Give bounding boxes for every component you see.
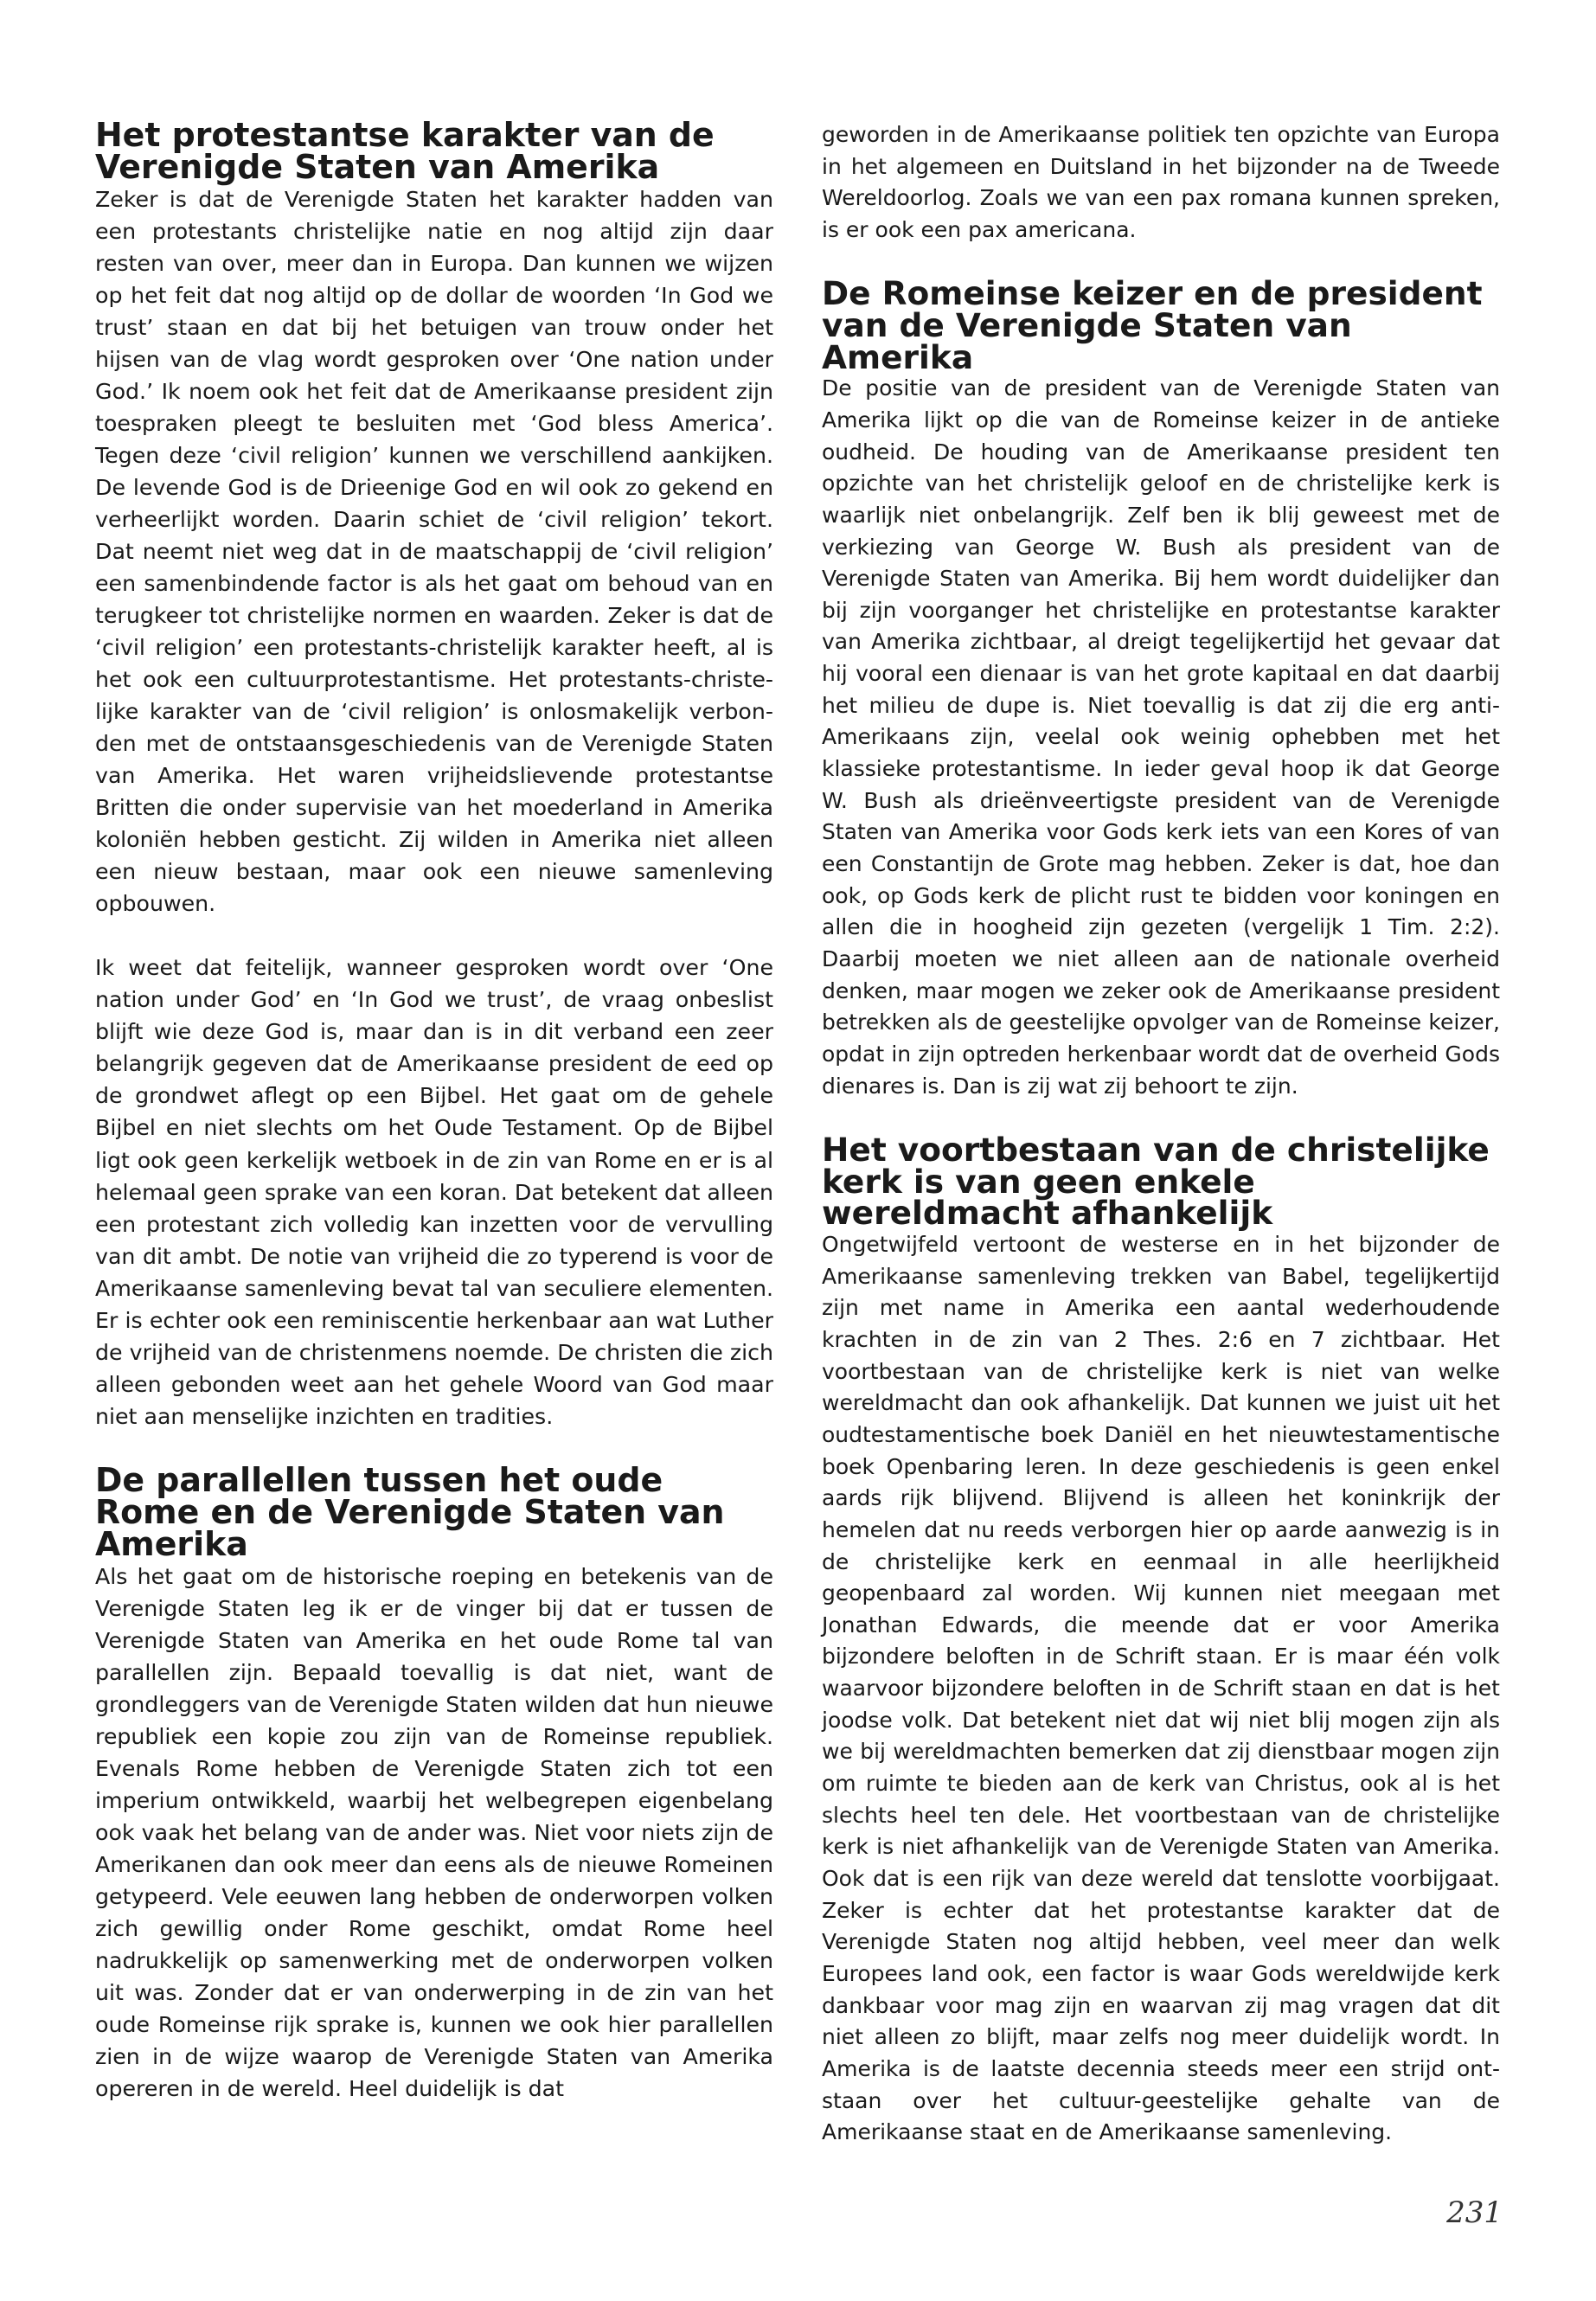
left-column <box>95 116 773 2105</box>
paragraph-president-position: De positie van de president van de Verenigde Staten van Amerika lijkt op die van de Romeinse keizer in de antieke oudheid. De houding van de Amerikaanse president ten opzichte van het christelijk geloof en de christelijke kerk is waarlijk niet onbelangrijk. Zelf ben ik blij geweest met de verkiezing van George W. Bush als president van de Verenigde Staten van Amerika. Bij hem wordt duidelijker dan bij zijn voorganger het christelijke en protestantse karakter van Amerika zichtbaar, al dreigt tegelijkertijd het gevaar dat hij vooral een dienaar is van het grote kapitaal en dat daarbij het milieu de dupe is. Niet toevallig is dat zij die erg anti-Amerikaans zijn, veelal ook weinig ophebben met het klassieke protestantisme. In ieder geval hoop ik dat George W. Bush als drieënveertigste president van de Verenigde Staten van Amerika voor Gods kerk iets van een Kores of van een Constantijn de Grote mag hebben. Zeker is dat, hoe dan ook, op Gods kerk de plicht rust te bidden voor koningen en allen die in hoogheid zijn gezeten (vergelijk 1 Tim. 2:2). Daarbij moeten we niet alleen aan de nationale overheid denken, maar mogen we zeker ook de Amerikaanse president betrekken als de geestelijke opvolger van de Romeinse keizer, opdat in zijn optreden herkenbaar wordt dat de overheid Gods dienares is. Dan is zij wat zij behoort te zijn. <box>822 375 1500 1099</box>
section-heading-emperor-president: De Romeinse keizer en de president van de Verenigde Staten van Amerika <box>822 274 1483 376</box>
paragraph-spacer <box>95 1433 773 1465</box>
section-heading-rome-parallels: De parallellen tussen het oude Rome en de Verenigde Staten van Amerika <box>95 1460 725 1563</box>
paragraph-spacer <box>822 247 1500 279</box>
section-heading-church-survival: Het voortbestaan van de christelijke kerk is van geen enkele wereldmacht afhankelijk <box>822 1130 1490 1233</box>
paragraph-rome-parallels: Als het gaat om de historische roeping en betekenis van de Verenigde Staten leg ik er de vinger bij dat er tussen de Verenigde Staten van Amerika en het oude Rome tal van parallellen zijn. Bepaald toevallig is dat niet, want de grondleggers van de Verenigde Staten wilden dat hun nieuwe republiek een kopie zou zijn van de Romeinse republiek. Evenals Rome hebben de Verenigde Staten zich tot een imperium ontwikkeld, waarbij het welbegrepen eigenbelang ook vaak het belang van de ander was. Niet voor niets zijn de Amerikanen dan ook meer dan eens als de nieuwe Romeinen getypeerd. Vele eeuwen lang hebben de onderworpen volken zich gewillig onder Rome geschikt, omdat Rome heel nadrukkelijk op samenwerking met de onderworpen volken uit was. Zonder dat er van onderwerping in de zin van het oude Romeinse rijk sprake is, kunnen we ook hier parallellen zien in de wijze waarop de Verenigde Staten van Amerika opereren in de wereld. Heel duidelijk is dat <box>95 1563 773 2101</box>
paragraph-church-survival: Ongetwijfeld vertoont de westerse en in het bijzonder de Amerikaanse samenleving trekken van Babel, tegelijkertijd zijn met name in Amerika een aantal wederhoudende krachten in de zin van 2 Thes. 2:6 en 7 zichtbaar. Het voortbestaan van de christelijke kerk is niet van welke wereldmacht dan ook afhankelijk. Dat kunnen we juist uit het oudtestamentische boek Daniël en het nieuwtestamentische boek Openbaring leren. In deze geschiedenis is geen enkel aards rijk blijvend. Blijvend is alleen het koninkrijk der hemelen dat nu reeds verborgen hier op aarde aanwezig is in de christelijke kerk en eenmaal in alle heerlijkheid geopenbaard zal worden. Wij kunnen niet meegaan met Jonathan Edwards, die meende dat er voor Amerika bijzondere beloften in de Schrift staan. Er is maar één volk waarvoor bijzondere beloften in de Schrift staan en dat is het joodse volk. Dat betekent niet dat wij niet blij mogen zijn als we bij wereldmachten bemerken dat zij dienstbaar mogen zijn om ruimte te bieden aan de kerk van Christus, ook al is het slechts heel ten dele. Het voortbestaan van de christelijke kerk is niet afhankelijk van de Verenigde Staten van Amerika. Ook dat is een rijk van deze wereld dat tenslotte voorbijgaat. Zeker is echter dat het protestantse karakter dat de Verenigde Staten nog altijd hebben, veel meer dan welk Europees land ook, een factor is waar Gods wereldwijde kerk dankbaar voor mag zijn en waarvan zij mag vragen dat dit niet alleen zo blijft, maar zelfs nog meer duidelijk wordt. In Amerika is de laatste decennia steeds meer een strijd ontstaan over het cultuur-geestelijke gehalte van de Amerikaanse staat en de Amerikaanse samenleving. <box>822 1231 1500 2145</box>
paragraph-civil-religion: Zeker is dat de Verenigde Staten het karakter hadden van een protestants christelijke natie en nog altijd zijn daar resten van over, meer dan in Europa. Dan kunnen we wijzen op het feit dat nog altijd op de dollar de woorden ‘In God we trust’ staan en dat bij het betuigen van trouw onder het hijsen van de vlag wordt gesproken over ‘One nation under God.’ Ik noem ook het feit dat de Amerikaanse president zijn toespraken pleegt te besluiten met ‘God bless America’. Tegen deze ‘civil religion’ kunnen we verschillend aankijken. De levende God is de Drieenige God en wil ook zo gekend en verheerlijkt worden. Daarin schiet de ‘civil religion’ tekort. Dat neemt niet weg dat in de maatschappij de ‘civil religion’ een samenbindende factor is als het gaat om behoud van en terugkeer tot christelijke normen en waarden. Zeker is dat de ‘civil religion’ een protestants-christelijk karakter heeft, al is het ook een cultuurprotestantisme. Het protestants-christelijke karakter van de ‘civil religion’ is onlosmakelijk verbonden met de ontstaansgeschiedenis van de Verenigde Staten van Amerika. Het waren vrijheidslievende protestantse Britten die onder supervisie van het moederland in Amerika koloniën hebben gesticht. Zij wilden in Amerika niet alleen een nieuw bestaan, maar ook een nieuwe samenleving opbouwen. <box>95 187 773 917</box>
section-heading-protestant-character: Het protestantse karakter van de Verenigde Staten van Amerika <box>95 116 715 187</box>
paragraph-pax-americana: geworden in de Amerikaanse politiek ten opzichte van Europa in het algemeen en Duitsland in het bijzonder na de Tweede Wereldoorlog. Zoals we van een pax romana kunnen spreken, is er ook een pax americana. <box>822 122 1500 242</box>
paragraph-spacer <box>822 1102 1500 1134</box>
paragraph-spacer <box>95 920 773 952</box>
page-number: 231 <box>1446 2195 1503 2230</box>
right-column <box>822 119 1500 2149</box>
paragraph-oath-on-bible: Ik weet dat feitelijk, wanneer gesproken wordt over ‘One nation under God’ en ‘In God we trust’, de vraag onbeslist blijft wie deze God is, maar dan is in dit verband een zeer belangrijk gegeven dat de Amerikaanse president de eed op de grondwet aflegt op een Bijbel. Het gaat om de gehele Bijbel en niet slechts om het Oude Testament. Op de Bijbel ligt ook geen kerkelijk wetboek in de zin van Rome en er is al helemaal geen sprake van een koran. Dat betekent dat alleen een protestant zich volledig kan inzetten voor de vervulling van dit ambt. De notie van vrijheid die zo typerend is voor de Amerikaanse samenleving bevat tal van seculiere elementen. Er is echter ook een reminiscentie herkenbaar aan wat Luther de vrijheid van de christenmens noemde. De christen die zich alleen gebonden weet aan het gehele Woord van God maar niet aan menselijke inzichten en tradities. <box>95 955 773 1429</box>
